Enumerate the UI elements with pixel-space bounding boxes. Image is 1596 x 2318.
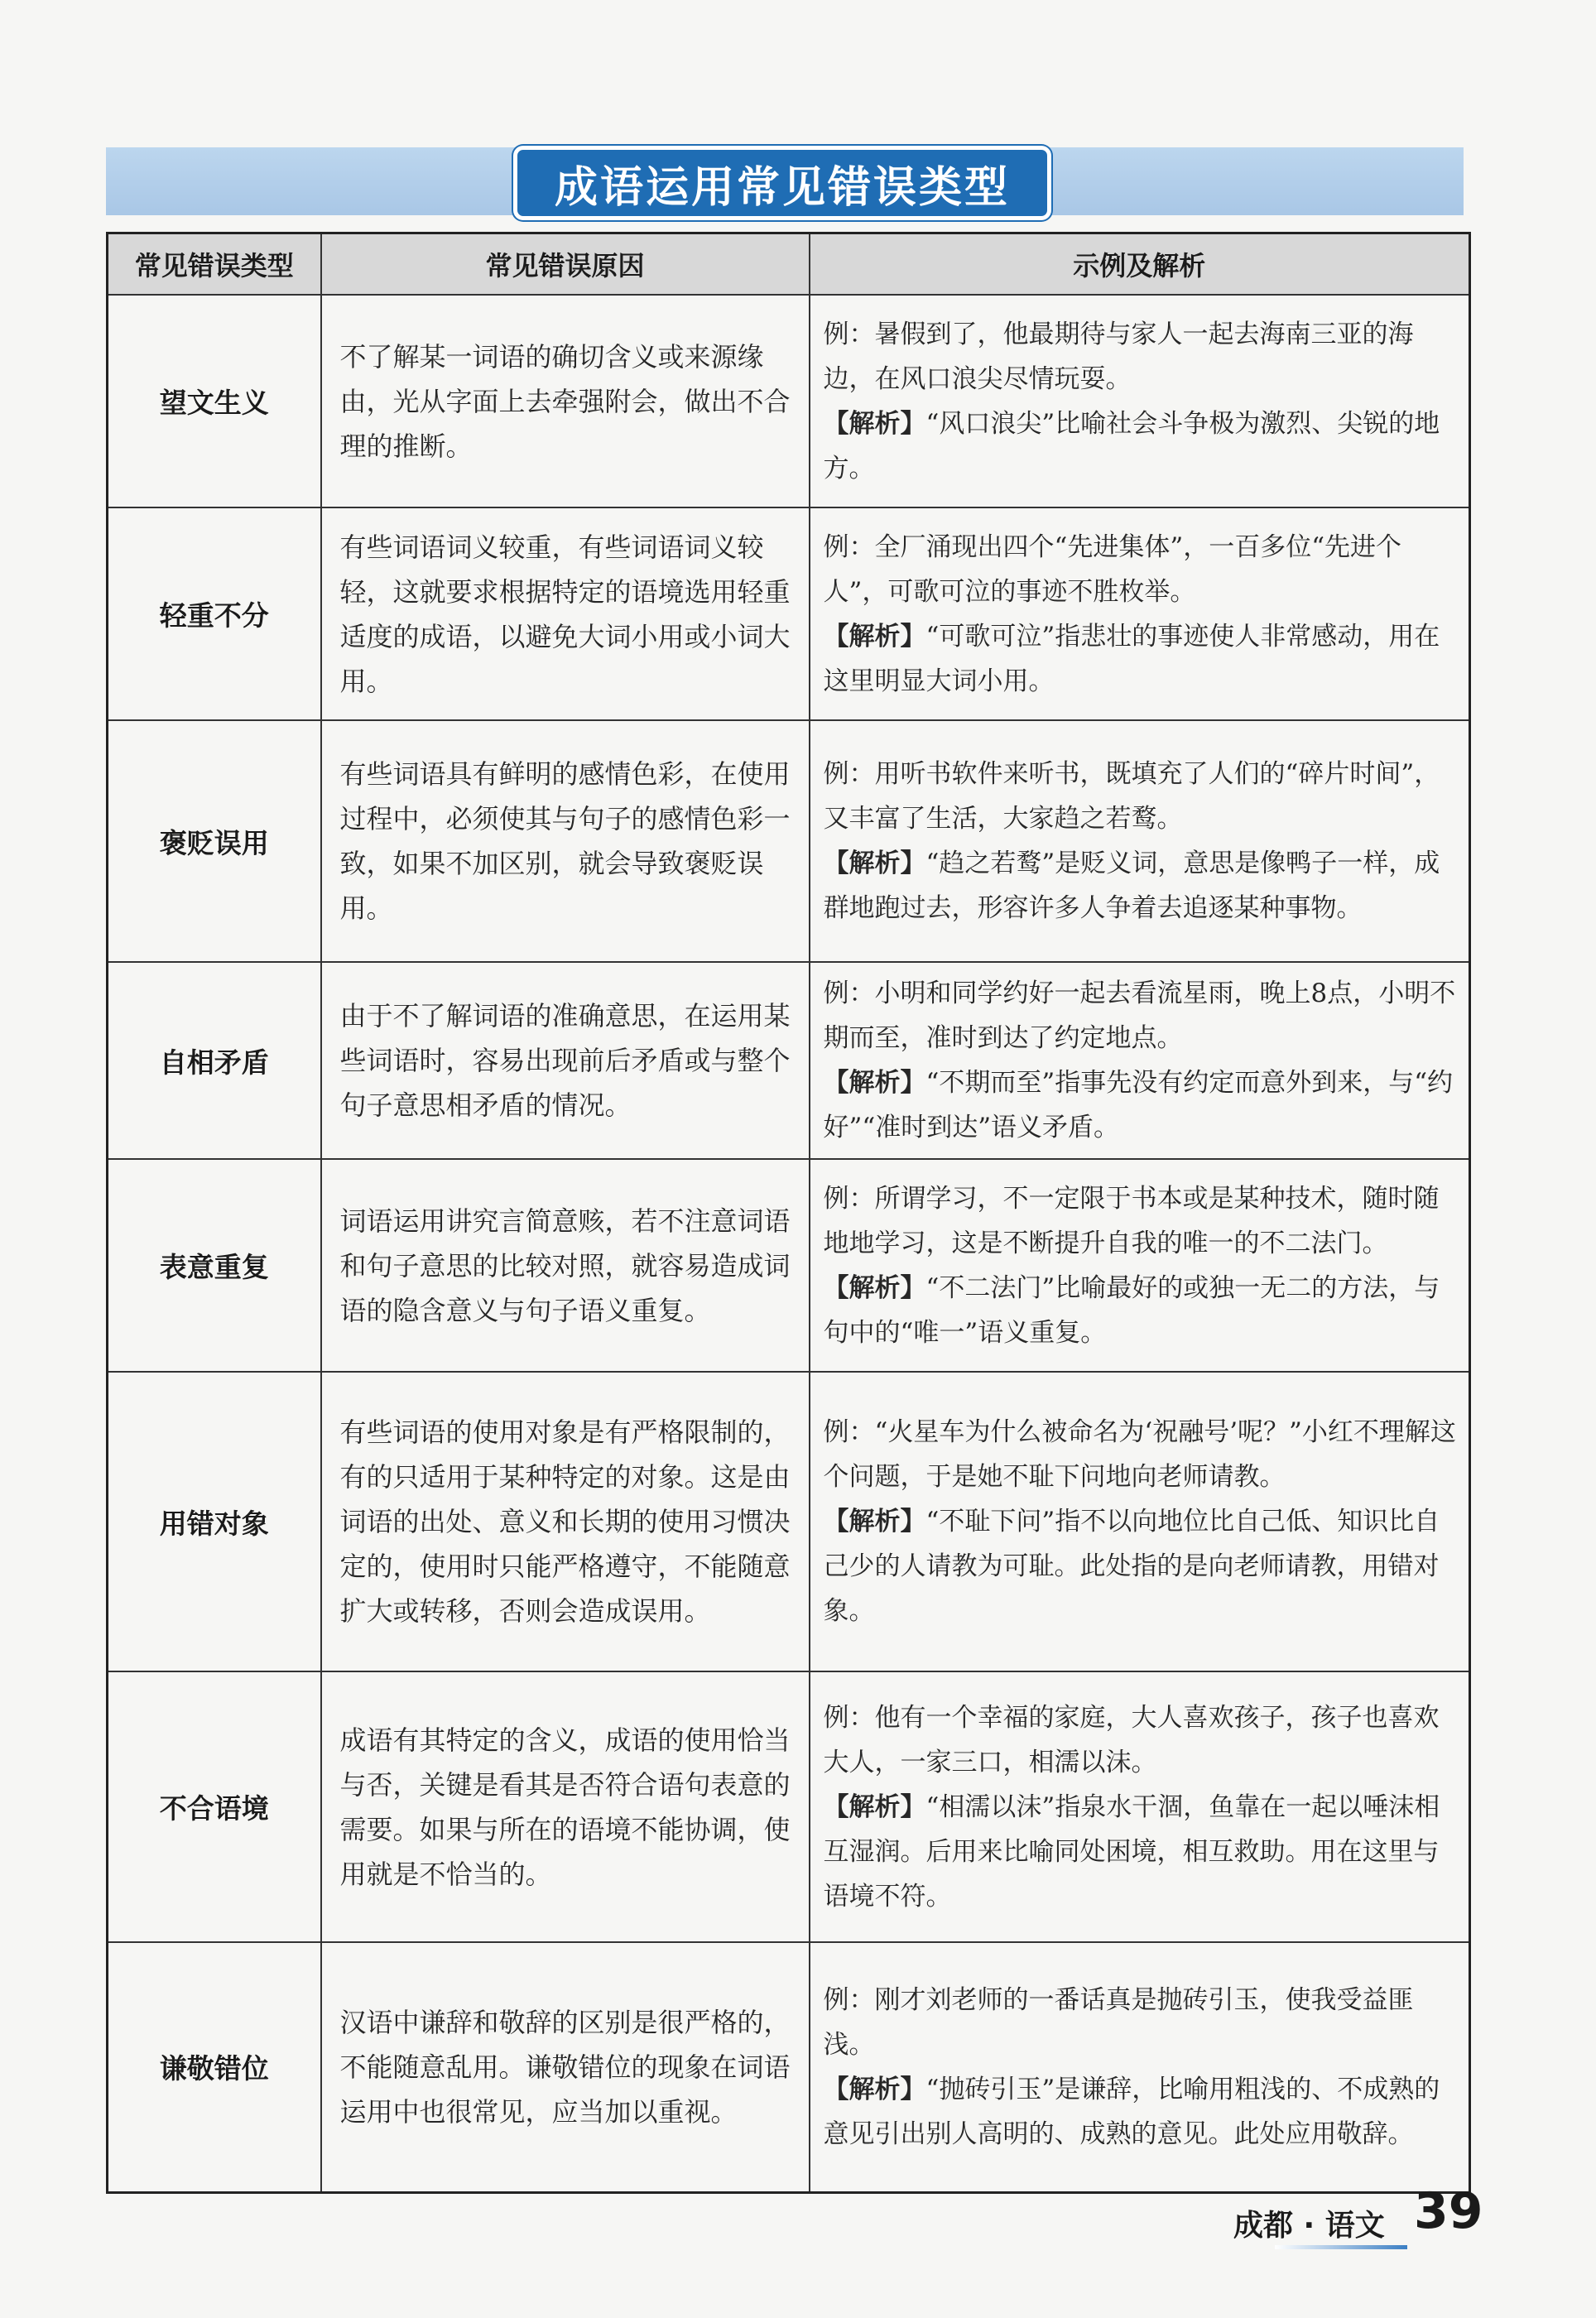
title-box	[513, 146, 1051, 220]
example-text: 例：全厂涌现出四个“先进集体”，一百多位“先进个人”，可歌可泣的事迹不胜枚举。	[823, 531, 1402, 607]
table-row	[108, 720, 1470, 962]
analysis-text: “不二法门”比喻最好的或独一无二的方法，与句中的“唯一”语义重复。	[823, 1272, 1440, 1348]
error-reason: 有些词语的使用对象是有严格限制的，有的只适用于某种特定的对象。这是由词语的出处、意义和长期的使用习惯决定的，使用时只能严格遵守，不能随意扩大或转移，否则会造成误用。	[321, 1372, 810, 1671]
analysis-line	[824, 614, 1458, 704]
analysis-text: “不期而至”指事先没有约定而意外到来，与“约好”“准时到达”语义矛盾。	[823, 1068, 1454, 1142]
header-example: 示例及解析	[810, 233, 1470, 296]
example-cell	[810, 962, 1470, 1159]
example-text: 例：“火星车为什么被命名为‘祝融号’呢？”小红不理解这个问题，于是她不耻下问地向老师请教。	[823, 1417, 1456, 1492]
example-cell	[810, 1671, 1470, 1942]
analysis-tag: 【解析】	[823, 1791, 926, 1822]
error-type: 轻重不分	[108, 507, 321, 720]
table-row	[108, 507, 1470, 720]
analysis-line	[824, 841, 1458, 931]
example-text: 例：暑假到了，他最期待与家人一起去海南三亚的海边，在风口浪尖尽情玩耍。	[823, 319, 1414, 394]
header-reason: 常见错误原因	[321, 233, 810, 296]
analysis-line	[824, 402, 1458, 491]
error-type: 表意重复	[108, 1159, 321, 1372]
example-text: 例：他有一个幸福的家庭，大人喜欢孩子，孩子也喜欢大人，一家三口，相濡以沫。	[823, 1702, 1440, 1777]
footer-subject: 成都 · 语文	[1233, 2209, 1385, 2243]
page-title: 成语运用常见错误类型	[554, 162, 1010, 213]
analysis-line	[824, 1060, 1458, 1150]
page-number: 39	[1414, 2182, 1483, 2240]
error-reason: 汉语中谦辞和敬辞的区别是很严格的，不能随意乱用。谦敬错位的现象在词语运用中也很常见，应当加以重视。	[321, 1942, 810, 2192]
error-reason: 有些词语具有鲜明的感情色彩，在使用过程中，必须使其与句子的感情色彩一致，如果不加区别，就会导致褒贬误用。	[321, 720, 810, 962]
error-type: 自相矛盾	[108, 962, 321, 1159]
analysis-text: “不耻下问”指不以向地位比自己低、知识比自己少的人请教为可耻。此处指的是向老师请教，用错对象。	[823, 1507, 1440, 1626]
analysis-line	[824, 2067, 1458, 2157]
analysis-tag: 【解析】	[823, 1272, 926, 1303]
analysis-tag: 【解析】	[823, 849, 926, 878]
error-type: 用错对象	[108, 1372, 321, 1671]
example-text: 例：用听书软件来听书，既填充了人们的“碎片时间”，又丰富了生活，大家趋之若鹜。	[823, 759, 1440, 834]
error-reason: 有些词语词义较重，有些词语词义较轻，这就要求根据特定的语境选用轻重适度的成语，以避免大词小用或小词大用。	[321, 507, 810, 720]
error-reason: 不了解某一词语的确切含义或来源缘由，光从字面上去牵强附会，做出不合理的推断。	[321, 295, 810, 507]
example-cell	[810, 1372, 1470, 1671]
error-type: 不合语境	[108, 1671, 321, 1942]
analysis-text: “趋之若鹜”是贬义词，意思是像鸭子一样，成群地跑过去，形容许多人争着去追逐某种事物。	[823, 849, 1440, 923]
analysis-tag: 【解析】	[823, 1068, 926, 1098]
error-type: 褒贬误用	[108, 720, 321, 962]
header-type: 常见错误类型	[108, 233, 321, 296]
table-row	[108, 1671, 1470, 1942]
table-row	[108, 1372, 1470, 1671]
analysis-text: “可歌可泣”指悲壮的事迹使人非常感动，用在这里明显大词小用。	[823, 621, 1440, 696]
analysis-line	[824, 1785, 1458, 1919]
example-cell	[810, 1942, 1470, 2192]
analysis-tag: 【解析】	[823, 2074, 926, 2104]
footer-underline	[1275, 2245, 1407, 2249]
analysis-tag: 【解析】	[823, 621, 926, 652]
analysis-tag: 【解析】	[823, 1507, 926, 1537]
error-type: 望文生义	[108, 295, 321, 507]
table-header-row	[108, 233, 1470, 296]
example-text: 例：小明和同学约好一起去看流星雨，晚上8点，小明不期而至，准时到达了约定地点。	[823, 979, 1456, 1053]
analysis-text: “风口浪尖”比喻社会斗争极为激烈、尖锐的地方。	[823, 408, 1440, 483]
analysis-tag: 【解析】	[823, 408, 926, 439]
table-row	[108, 295, 1470, 507]
table-row	[108, 1159, 1470, 1372]
analysis-line	[824, 1266, 1458, 1355]
error-types-table	[106, 232, 1471, 2194]
example-cell	[810, 295, 1470, 507]
table-row	[108, 962, 1470, 1159]
example-cell	[810, 720, 1470, 962]
example-text: 例：所谓学习，不一定限于书本或是某种技术，随时随地地学习，这是不断提升自我的唯一的不二法门。	[823, 1183, 1440, 1258]
table-row	[108, 1942, 1470, 2192]
analysis-line	[824, 1499, 1458, 1633]
error-reason: 成语有其特定的含义，成语的使用恰当与否，关键是看其是否符合语句表意的需要。如果与所在的语境不能协调，使用就是不恰当的。	[321, 1671, 810, 1942]
error-reason: 由于不了解词语的准确意思，在运用某些词语时，容易出现前后矛盾或与整个句子意思相矛盾的情况。	[321, 962, 810, 1159]
error-reason: 词语运用讲究言简意赅，若不注意词语和句子意思的比较对照，就容易造成词语的隐含意义与句子语义重复。	[321, 1159, 810, 1372]
analysis-text: “相濡以沫”指泉水干涸，鱼靠在一起以唾沫相互湿润。后用来比喻同处困境，相互救助。用在这里与语境不符。	[823, 1791, 1440, 1912]
example-text: 例：刚才刘老师的一番话真是抛砖引玉，使我受益匪浅。	[823, 1984, 1414, 2060]
error-type: 谦敬错位	[108, 1942, 321, 2192]
example-cell	[810, 1159, 1470, 1372]
example-cell	[810, 507, 1470, 720]
analysis-text: “抛砖引玉”是谦辞，比喻用粗浅的、不成熟的意见引出别人高明的、成熟的意见。此处应用敬辞。	[823, 2074, 1440, 2149]
